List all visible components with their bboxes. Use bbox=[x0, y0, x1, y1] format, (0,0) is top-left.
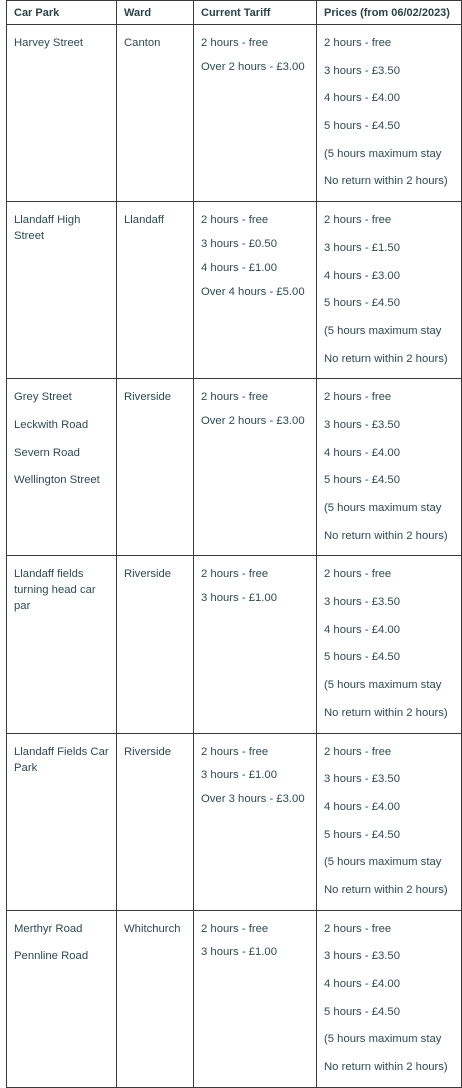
price-line: 5 hours - £4.50 bbox=[324, 297, 400, 310]
ward-cell bbox=[117, 25, 194, 202]
tariff-line: Over 2 hours - £3.00 bbox=[201, 415, 305, 428]
car-park-name: turning head car bbox=[14, 584, 96, 597]
price-line: 4 hours - £4.00 bbox=[324, 446, 400, 459]
price-line: 3 hours - £3.50 bbox=[324, 418, 400, 431]
tariff-line: 2 hours - free bbox=[201, 391, 269, 404]
price-line: 5 hours - £4.50 bbox=[324, 651, 400, 664]
car-park-name: Llandaff Fields Car bbox=[14, 745, 109, 758]
header-ward: Ward bbox=[117, 1, 194, 25]
price-line: 2 hours - free bbox=[324, 745, 392, 758]
table-row bbox=[7, 910, 462, 1087]
table-row bbox=[7, 25, 462, 202]
price-line: (5 hours maximum stay bbox=[324, 1033, 442, 1046]
price-line: 3 hours - £1.50 bbox=[324, 241, 400, 254]
ward-cell bbox=[117, 379, 194, 556]
price-line: 3 hours - £3.50 bbox=[324, 773, 400, 786]
price-line: 4 hours - £4.00 bbox=[324, 92, 400, 105]
table-row bbox=[7, 556, 462, 733]
ward-name: Riverside bbox=[124, 568, 172, 581]
price-line: 4 hours - £4.00 bbox=[324, 978, 400, 990]
new-prices-cell bbox=[317, 910, 462, 1087]
current-tariff-cell bbox=[194, 379, 317, 556]
price-line: 5 hours - £4.50 bbox=[324, 474, 400, 487]
tariff-line: 2 hours - free bbox=[201, 745, 269, 758]
car-park-name: Pennline Road bbox=[14, 950, 89, 963]
car-park-cell bbox=[7, 733, 117, 910]
car-park-name: Wellington Street bbox=[14, 474, 100, 487]
ward-name: Whitchurch bbox=[124, 922, 181, 935]
ward-name: Canton bbox=[124, 37, 161, 49]
car-park-name: Severn Road bbox=[14, 446, 80, 459]
current-tariff-cell bbox=[194, 556, 317, 733]
tariff-line: 2 hours - free bbox=[201, 214, 269, 227]
tariff-line: 3 hours - £1.00 bbox=[201, 592, 277, 605]
new-prices-cell bbox=[317, 202, 462, 379]
car-park-name: Harvey Street bbox=[14, 37, 84, 49]
ward-name: Riverside bbox=[124, 391, 172, 404]
price-line: No return within 2 hours) bbox=[324, 706, 448, 719]
tariff-line: 3 hours - £1.00 bbox=[201, 769, 277, 782]
car-park-tariff-table bbox=[6, 0, 462, 1088]
table-row bbox=[7, 733, 462, 910]
price-line: (5 hours maximum stay bbox=[324, 147, 442, 160]
tariff-line: Over 3 hours - £3.00 bbox=[201, 793, 305, 806]
car-park-name: Street bbox=[14, 230, 45, 243]
tariff-line: 2 hours - free bbox=[201, 37, 269, 49]
current-tariff-cell bbox=[194, 910, 317, 1087]
price-line: 5 hours - £4.50 bbox=[324, 828, 400, 841]
price-line: 2 hours - free bbox=[324, 391, 392, 404]
price-line: 5 hours - £4.50 bbox=[324, 120, 400, 133]
ward-cell bbox=[117, 733, 194, 910]
car-park-cell bbox=[7, 556, 117, 733]
tariff-line: 3 hours - £0.50 bbox=[201, 237, 277, 250]
car-park-name: Leckwith Road bbox=[14, 418, 89, 431]
car-park-name: Park bbox=[14, 761, 38, 774]
new-prices-cell bbox=[317, 379, 462, 556]
table-row bbox=[7, 379, 462, 556]
price-line: (5 hours maximum stay bbox=[324, 856, 442, 869]
car-park-cell bbox=[7, 379, 117, 556]
new-prices-cell bbox=[317, 556, 462, 733]
ward-name: Riverside bbox=[124, 745, 172, 758]
price-line: No return within 2 hours) bbox=[324, 175, 448, 188]
price-line: No return within 2 hours) bbox=[324, 883, 448, 896]
price-line: (5 hours maximum stay bbox=[324, 502, 442, 514]
car-park-name: Grey Street bbox=[14, 391, 72, 404]
price-line: No return within 2 hours) bbox=[324, 1061, 448, 1074]
header-prices: Prices (from 06/02/2023) bbox=[317, 1, 462, 25]
table-header-row bbox=[7, 1, 462, 25]
tariff-line: 4 hours - £1.00 bbox=[201, 261, 277, 274]
price-line: 2 hours - free bbox=[324, 568, 392, 581]
current-tariff-cell bbox=[194, 202, 317, 379]
table-row bbox=[7, 202, 462, 379]
ward-cell bbox=[117, 202, 194, 379]
price-line: 5 hours - £4.50 bbox=[324, 1005, 400, 1018]
price-line: No return within 2 hours) bbox=[324, 352, 448, 365]
tariff-line: 2 hours - free bbox=[201, 922, 269, 935]
current-tariff-cell bbox=[194, 733, 317, 910]
tariff-line: Over 2 hours - £3.00 bbox=[201, 60, 305, 73]
new-prices-cell bbox=[317, 25, 462, 202]
price-line: 2 hours - free bbox=[324, 922, 392, 935]
price-line: 2 hours - free bbox=[324, 37, 392, 49]
tariff-line: Over 4 hours - £5.00 bbox=[201, 285, 305, 298]
tariff-line: 3 hours - £1.00 bbox=[201, 946, 277, 959]
tariff-line: 2 hours - free bbox=[201, 568, 269, 581]
car-park-cell bbox=[7, 25, 117, 202]
car-park-name: Merthyr Road bbox=[14, 922, 83, 935]
car-park-name: par bbox=[14, 600, 31, 613]
price-line: 4 hours - £4.00 bbox=[324, 623, 400, 636]
price-line: 2 hours - free bbox=[324, 214, 392, 227]
car-park-name: Llandaff High bbox=[14, 214, 81, 227]
price-line: 3 hours - £3.50 bbox=[324, 596, 400, 609]
car-park-name: Llandaff fields bbox=[14, 568, 84, 581]
price-line: 3 hours - £3.50 bbox=[324, 950, 400, 963]
header-car-park: Car Park bbox=[7, 1, 117, 25]
ward-cell bbox=[117, 910, 194, 1087]
ward-name: Llandaff bbox=[124, 214, 164, 227]
car-park-cell bbox=[7, 202, 117, 379]
price-line: 3 hours - £3.50 bbox=[324, 64, 400, 77]
car-park-cell bbox=[7, 910, 117, 1087]
current-tariff-cell bbox=[194, 25, 317, 202]
price-line: 4 hours - £4.00 bbox=[324, 800, 400, 813]
ward-cell bbox=[117, 556, 194, 733]
header-current-tariff: Current Tariff bbox=[194, 1, 317, 25]
price-line: (5 hours maximum stay bbox=[324, 679, 442, 692]
new-prices-cell bbox=[317, 733, 462, 910]
price-line: (5 hours maximum stay bbox=[324, 324, 442, 337]
price-line: 4 hours - £3.00 bbox=[324, 269, 400, 282]
price-line: No return within 2 hours) bbox=[324, 529, 448, 542]
